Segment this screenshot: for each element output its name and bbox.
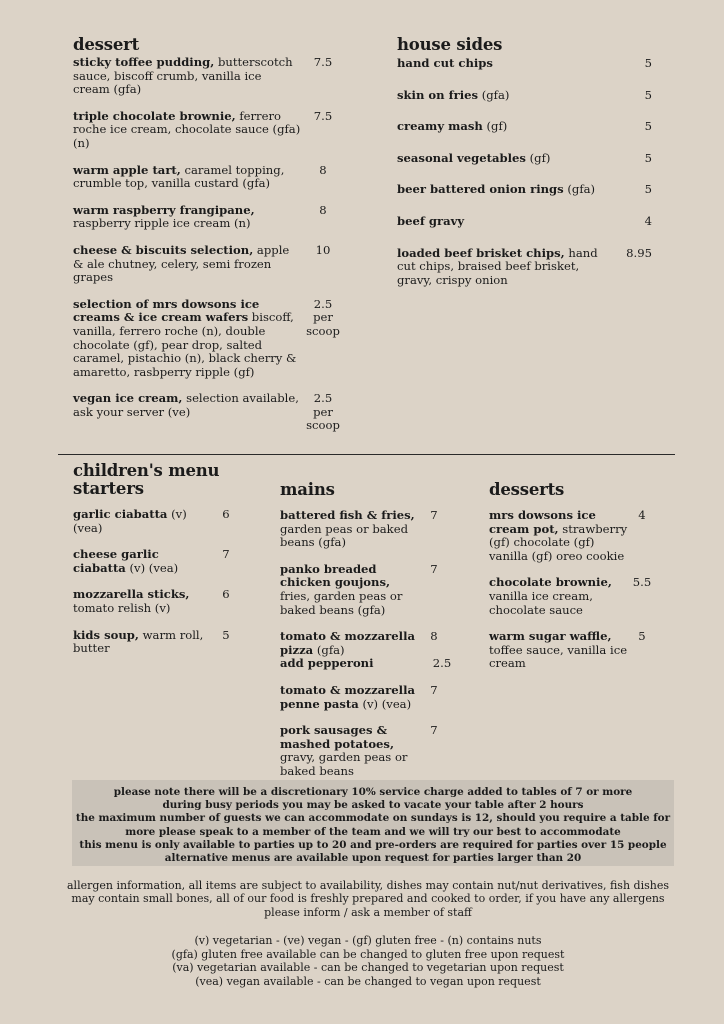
item-name: beer battered onion rings bbox=[397, 182, 564, 197]
item-price: 5 bbox=[644, 87, 652, 102]
allergen-line: may contain small bones, all of our food is freshly prepared and cooked to order, if you have any allergens bbox=[71, 892, 665, 906]
kids-mains-title: mains bbox=[280, 480, 335, 499]
dietary-legend bbox=[60, 934, 676, 988]
childrens-menu-title: children's menu bbox=[73, 461, 220, 480]
notice-line: more please speak to a member of the team and we will try our best to accommodate bbox=[125, 825, 621, 838]
item-desc: (gf) bbox=[525, 150, 551, 165]
legend-line: (vea) vegan available - can be changed to vegan upon request bbox=[195, 974, 541, 988]
kids-mains-section bbox=[280, 480, 452, 792]
item-price: 2.5 per scoop bbox=[306, 296, 340, 338]
item-price: 7 bbox=[222, 547, 230, 562]
item-name: skin on fries bbox=[397, 87, 479, 102]
notice-line: this menu is only available to parties up to 20 and pre-orders are required for parties over 15 people bbox=[79, 838, 667, 851]
menu-item bbox=[397, 89, 655, 103]
item-name: hand cut chips bbox=[397, 56, 493, 70]
menu-item bbox=[280, 563, 446, 617]
item-name: tomato & mozzarella pizza bbox=[280, 629, 415, 657]
item-price: 10 bbox=[315, 242, 331, 257]
menu-item bbox=[73, 391, 343, 433]
menu-item bbox=[397, 152, 655, 166]
notice-box bbox=[72, 780, 674, 866]
item-price: 8 bbox=[319, 202, 327, 217]
item-price: 5 bbox=[644, 119, 652, 134]
kids-starters-section bbox=[73, 480, 238, 669]
menu-item bbox=[397, 215, 655, 229]
menu-item bbox=[489, 576, 654, 617]
item-desc: gravy, garden peas or baked beans bbox=[280, 750, 408, 778]
item-desc: warm roll, butter bbox=[73, 627, 204, 656]
item-name: seasonal vegetables bbox=[397, 150, 526, 165]
dessert-section bbox=[73, 36, 343, 432]
item-price: 8.95 bbox=[626, 245, 652, 260]
item-desc: caramel topping, crumble top, vanilla custard (gfa) bbox=[73, 162, 285, 191]
item-price: 5 bbox=[644, 150, 652, 165]
item-name: selection of mrs dowsons ice creams & ice cream wafers bbox=[73, 296, 260, 325]
allergen-info bbox=[60, 879, 676, 919]
item-name: chocolate brownie, bbox=[489, 575, 612, 590]
item-desc: (v) (vea) bbox=[358, 696, 412, 711]
menu-item bbox=[73, 164, 343, 191]
menu-item bbox=[397, 57, 655, 71]
menu-item bbox=[73, 548, 238, 575]
item-name: warm apple tart, bbox=[73, 162, 181, 177]
legend-line: (va) vegetarian available - can be changed to vegetarian upon request bbox=[172, 961, 564, 975]
item-name: battered fish & fries, bbox=[280, 508, 415, 522]
item-name: pork sausages & mashed potatoes, bbox=[280, 723, 394, 751]
menu-item bbox=[73, 508, 238, 535]
item-desc: (v) (vea) bbox=[125, 560, 179, 575]
menu-item bbox=[73, 110, 343, 151]
notice-line: the maximum number of guests we can accommodate on sundays is 12, should you require a table for bbox=[75, 812, 671, 825]
allergen-line: allergen information, all items are subject to availability, dishes may contain nut/nut derivatives, fish dishes bbox=[67, 879, 669, 892]
item-desc: tomato relish (v) bbox=[73, 600, 171, 615]
kids-starters-title: starters bbox=[73, 479, 144, 498]
menu-item bbox=[73, 56, 343, 97]
menu-item bbox=[397, 183, 655, 197]
notice-line: please note there will be a discretionary 10% service charge added to tables of 7 or more bbox=[113, 786, 633, 798]
item-name: creamy mash bbox=[397, 119, 483, 134]
item-desc: selection available, ask your server (ve) bbox=[73, 391, 299, 419]
item-price: 5 bbox=[222, 627, 230, 642]
item-name: cheese garlic ciabatta bbox=[73, 547, 159, 575]
item-desc: vanilla ice cream, chocolate sauce bbox=[489, 588, 593, 617]
menu-item bbox=[73, 204, 343, 231]
item-name: loaded beef brisket chips, bbox=[397, 245, 565, 260]
legend-line: (v) vegetarian - (ve) vegan - (gf) gluten free - (n) contains nuts bbox=[194, 934, 542, 947]
item-desc: toffee sauce, vanilla ice cream bbox=[489, 642, 628, 671]
menu-item bbox=[73, 588, 238, 615]
item-name: garlic ciabatta bbox=[73, 507, 168, 521]
kids-desserts-section bbox=[489, 481, 654, 684]
item-price: 5 bbox=[644, 182, 652, 197]
allergen-line: please inform / ask a member of staff bbox=[264, 905, 472, 919]
item-desc: strawberry (gf) chocolate (gf) vanilla (gf) oreo cookie bbox=[489, 521, 628, 563]
item-price: 7 bbox=[430, 723, 438, 738]
item-price: 6 bbox=[222, 507, 230, 521]
item-price: 5 bbox=[644, 56, 652, 70]
menu-item bbox=[280, 684, 446, 711]
house-sides-title: house sides bbox=[397, 35, 503, 54]
item-desc: (gfa) bbox=[313, 642, 345, 657]
item-price: 4 bbox=[644, 213, 652, 228]
menu-item bbox=[73, 244, 343, 285]
item-desc: fries, garden peas or baked beans (gfa) bbox=[280, 588, 403, 617]
item-desc: biscoff, vanilla, ferrero roche (n), double chocolate (gf), pear drop, salted caramel, pistachio (n), black cherry & amaretto, rasbperry ripple (gf) bbox=[73, 310, 297, 379]
item-price: 4 bbox=[638, 508, 646, 522]
menu-item bbox=[73, 629, 238, 656]
item-price: 8 bbox=[319, 162, 327, 177]
item-name: sticky toffee pudding, bbox=[73, 55, 215, 69]
menu-item bbox=[489, 509, 654, 563]
item-desc: (gfa) bbox=[478, 87, 510, 102]
item-price: 7 bbox=[430, 682, 438, 697]
menu-item bbox=[280, 630, 446, 657]
item-price: 5.5 bbox=[632, 575, 652, 590]
dessert-title: dessert bbox=[73, 35, 140, 54]
menu-item bbox=[397, 120, 655, 134]
menu-item bbox=[280, 724, 446, 778]
item-name: kids soup, bbox=[73, 627, 139, 642]
item-name: cheese & biscuits selection, bbox=[73, 242, 254, 257]
item-name: mrs dowsons ice cream pot, bbox=[489, 508, 596, 536]
addon-item bbox=[280, 656, 452, 671]
kids-desserts-title: desserts bbox=[489, 480, 565, 499]
item-price: 7.5 bbox=[313, 55, 333, 69]
menu-item bbox=[280, 509, 446, 550]
item-desc: garden peas or baked beans (gfa) bbox=[280, 521, 408, 550]
section-divider bbox=[58, 454, 675, 455]
item-name: warm sugar waffle, bbox=[489, 629, 612, 644]
item-price: 8 bbox=[430, 629, 438, 644]
item-price: 6 bbox=[222, 587, 230, 602]
item-name: tomato & mozzarella penne pasta bbox=[280, 682, 415, 711]
item-price: 7.5 bbox=[313, 108, 333, 123]
menu-item bbox=[73, 298, 343, 380]
menu-item bbox=[397, 247, 655, 288]
menu-item bbox=[489, 630, 654, 671]
item-price: 2.5 per scoop bbox=[306, 391, 340, 433]
item-desc: (gf) bbox=[482, 119, 508, 134]
item-name: mozzarella sticks, bbox=[73, 587, 190, 602]
item-name: panko breaded chicken goujons, bbox=[280, 561, 391, 590]
legend-line: (gfa) gluten free available can be changed to gluten free upon request bbox=[171, 947, 565, 961]
item-desc: (v) (vea) bbox=[73, 507, 187, 535]
item-name: vegan ice cream, bbox=[73, 391, 183, 406]
item-desc: hand cut chips, braised beef brisket, gravy, crispy onion bbox=[397, 245, 598, 287]
addon-price: 2.5 bbox=[432, 656, 452, 671]
house-sides-section bbox=[397, 36, 655, 305]
notice-line: alternative menus are available upon request for parties larger than 20 bbox=[164, 852, 582, 865]
item-desc: apple & ale chutney, celery, semi frozen grapes bbox=[73, 242, 290, 285]
item-desc: raspberry ripple ice cream (n) bbox=[73, 216, 251, 231]
item-price: 5 bbox=[638, 629, 646, 644]
item-desc: ferrero roche ice cream, chocolate sauce (gfa) (n) bbox=[73, 108, 301, 150]
item-price: 7 bbox=[430, 508, 438, 522]
item-desc: butterscotch sauce, biscoff crumb, vanilla ice cream (gfa) bbox=[73, 55, 293, 97]
notice-line: during busy periods you may be asked to vacate your table after 2 hours bbox=[162, 799, 584, 812]
item-price: 7 bbox=[430, 561, 438, 576]
item-name: warm raspberry frangipane, bbox=[73, 202, 255, 217]
addon-name: add pepperoni bbox=[280, 656, 374, 671]
item-name: beef gravy bbox=[397, 213, 465, 228]
item-name: triple chocolate brownie, bbox=[73, 108, 236, 123]
item-desc: (gfa) bbox=[563, 182, 596, 197]
